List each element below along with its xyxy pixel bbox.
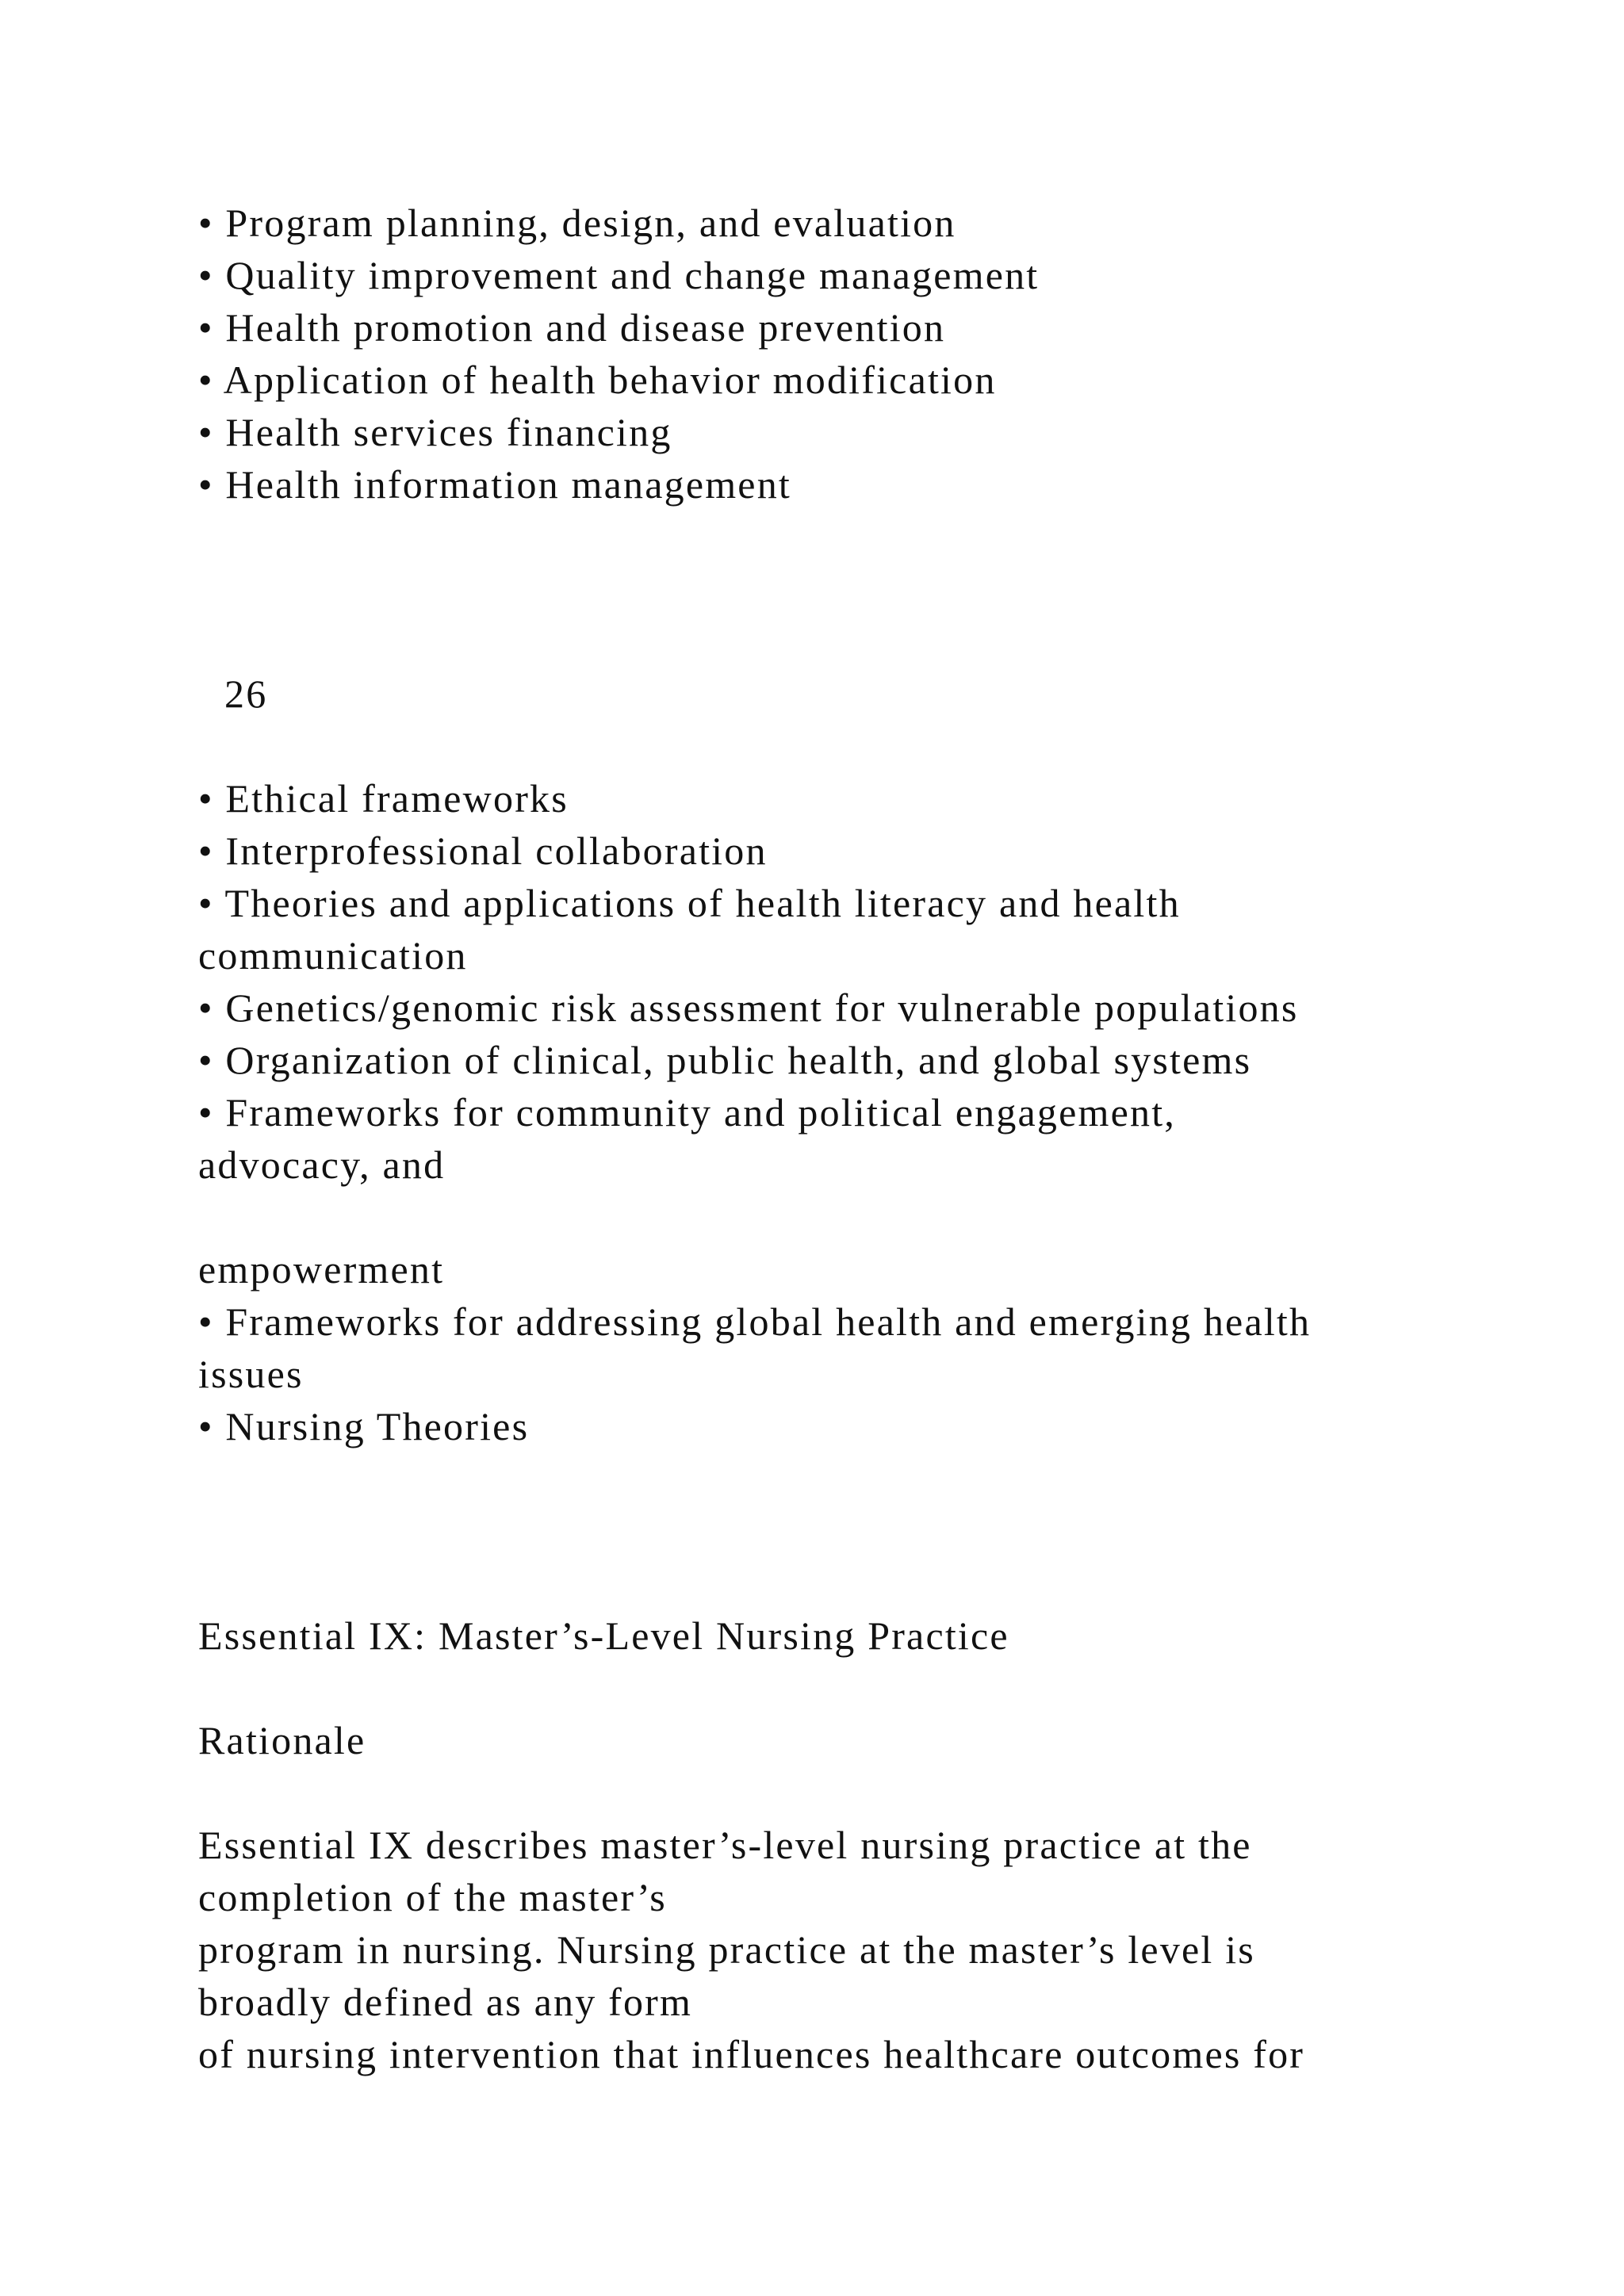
list-item: • Nursing Theories	[198, 1404, 530, 1448]
list-item: • Genetics/genomic risk assessment for vulnerable populations	[198, 985, 1299, 1030]
paragraph-line: completion of the master’s	[198, 1875, 667, 1919]
section-title: Essential IX: Master’s-Level Nursing Practice	[198, 1613, 1009, 1658]
list-item: • Ethical frameworks	[198, 776, 569, 821]
list-item: • Health information management	[198, 462, 791, 507]
paragraph-line: of nursing intervention that influences healthcare outcomes for	[198, 2032, 1305, 2076]
list-item-continuation: empowerment	[198, 1247, 445, 1292]
rationale-heading: Rationale	[198, 1718, 366, 1762]
list-item: • Frameworks for community and political engagement,	[198, 1090, 1177, 1135]
list-item: • Health services financing	[198, 410, 672, 454]
list-item: • Frameworks for addressing global health and emerging health	[198, 1299, 1312, 1344]
list-item-continuation: issues	[198, 1352, 304, 1396]
list-item: • Quality improvement and change management	[198, 253, 1040, 297]
list-item: • Theories and applications of health literacy and health	[198, 881, 1181, 925]
list-item-continuation: advocacy, and	[198, 1142, 446, 1187]
list-item: • Interprofessional collaboration	[198, 828, 768, 873]
list-item: • Application of health behavior modification	[198, 358, 997, 402]
paragraph-line: program in nursing. Nursing practice at the master’s level is	[198, 1927, 1255, 1972]
list-item-continuation: communication	[198, 933, 468, 978]
list-item: • Health promotion and disease prevention	[198, 305, 946, 350]
list-item: • Organization of clinical, public health, and global systems	[198, 1038, 1252, 1082]
paragraph-line: broadly defined as any form	[198, 1980, 693, 2024]
page-number: 26	[224, 672, 268, 716]
list-item: • Program planning, design, and evaluation	[198, 201, 956, 245]
paragraph-line: Essential IX describes master’s-level nursing practice at the	[198, 1823, 1252, 1867]
